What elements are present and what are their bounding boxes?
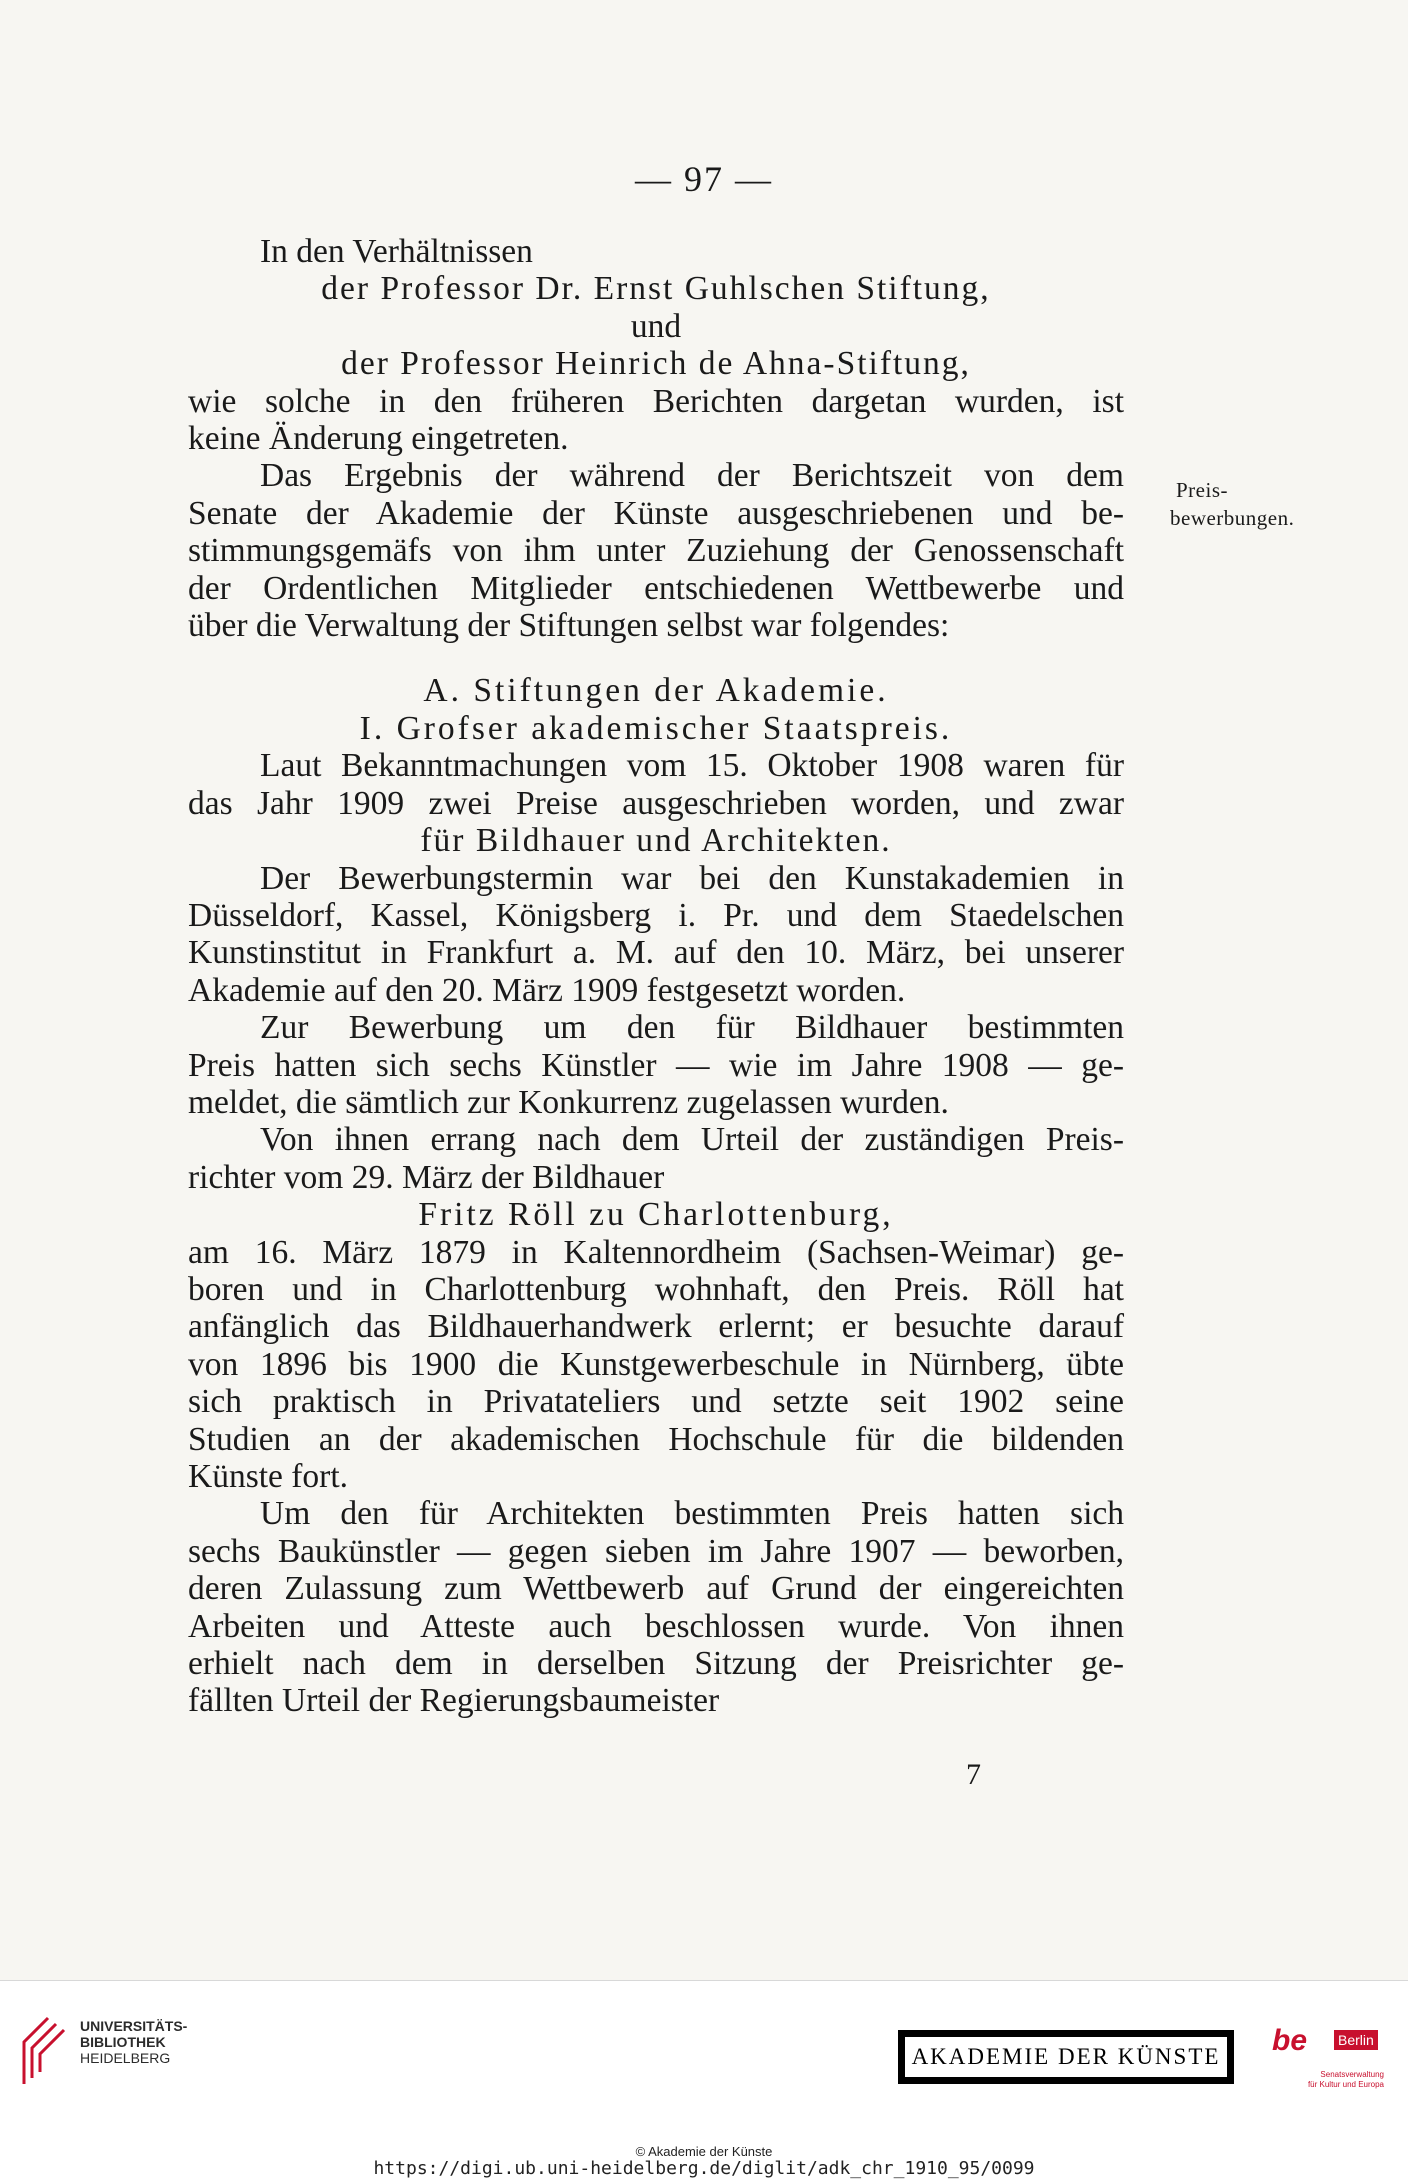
text-line: am 16. März 1879 in Kaltennordheim (Sachsen-Weimar) ge-	[188, 1233, 1124, 1271]
text-line: über die Verwaltung der Stiftungen selbst war folgendes:	[188, 607, 950, 645]
senate-caption-line: Senatsverwaltung	[1320, 2070, 1384, 2079]
text-line: Laut Bekanntmachungen vom 15. Oktober 1908 waren für	[260, 747, 1124, 785]
text-line: sich praktisch in Privatateliers und setzte seit 1902 seine	[188, 1383, 1124, 1421]
text-line: der Ordentlichen Mitglieder entschiedenen Wettbewerbe und	[188, 569, 1124, 607]
text-line: das Jahr 1909 zwei Preise ausgeschrieben worden, und zwar	[188, 784, 1124, 822]
text-line: wie solche in den früheren Berichten dargetan wurden, ist	[188, 382, 1124, 420]
text-line: der Professor Heinrich de Ahna-Stiftung,	[341, 345, 971, 383]
text-line: Akademie auf den 20. März 1909 festgesetzt worden.	[188, 971, 906, 1009]
text-line: für Bildhauer und Architekten.	[420, 822, 892, 860]
senate-caption-line: für Kultur und Europa	[1307, 2080, 1384, 2089]
text-line: boren und in Charlottenburg wohnhaft, den Preis. Röll hat	[188, 1270, 1124, 1308]
text-line: Arbeiten und Atteste auch beschlossen wurde. Von ihnen	[188, 1607, 1124, 1645]
text-line: erhielt nach dem in derselben Sitzung der Preisrichter ge-	[188, 1645, 1124, 1683]
margin-note-line: bewerbungen.	[1170, 506, 1295, 530]
text-line: Preis hatten sich sechs Künstler — wie im Jahre 1908 — ge-	[188, 1046, 1124, 1084]
margin-note	[1170, 476, 1294, 532]
text-line: Kunstinstitut in Frankfurt a. M. auf den 10. März, bei unserer	[188, 934, 1124, 972]
text-line: der Professor Dr. Ernst Guhlschen Stiftung,	[321, 270, 991, 308]
be-wordmark: be	[1272, 2024, 1308, 2057]
text-line: und	[630, 307, 682, 345]
text-line: Von ihnen errang nach dem Urteil der zuständigen Preis-	[260, 1121, 1124, 1159]
text-line: Fritz Röll zu Charlottenburg,	[418, 1196, 894, 1234]
text-line: Studien an der akademischen Hochschule für die bildenden	[188, 1420, 1124, 1458]
university-library-name[interactable]	[80, 2018, 187, 2066]
copyright-notice: © Akademie der Künste	[635, 2144, 773, 2159]
text-line: stimmungsgemäfs von ihm unter Zuziehung der Genossenschaft	[188, 532, 1124, 570]
berlin-badge: Berlin	[1334, 2030, 1378, 2050]
berlin-senate-logo[interactable]	[1272, 2024, 1384, 2094]
text-line: In den Verhältnissen	[260, 233, 533, 270]
text-line: Der Bewerbungstermin war bei den Kunstakademien in	[260, 859, 1124, 897]
signature-mark: 7	[966, 1758, 981, 1791]
text-line: Senate der Akademie der Künste ausgeschriebenen und be-	[188, 494, 1124, 532]
text-line: anfänglich das Bildhauerhandwerk erlernt; er besuchte darauf	[188, 1308, 1124, 1346]
text-line: Zur Bewerbung um den für Bildhauer bestimmten	[260, 1009, 1124, 1047]
permalink-url[interactable]: https://digi.ub.uni-heidelberg.de/diglit/adk_chr_1910_95/0099	[373, 2158, 1035, 2179]
text-line: von 1896 bis 1900 die Kunstgewerbeschule in Nürnberg, übte	[188, 1345, 1124, 1383]
text-line: Um den für Architekten bestimmten Preis hatten sich	[260, 1495, 1124, 1533]
text-line: keine Änderung eingetreten.	[188, 420, 569, 458]
body-text	[188, 233, 1124, 1720]
page-number: — 97 —	[635, 159, 773, 199]
subsection-heading: I. Grofser akademischer Staatspreis.	[359, 709, 953, 747]
text-line: meldet, die sämtlich zur Konkurrenz zugelassen wurden.	[188, 1083, 949, 1121]
text-line: Das Ergebnis der während der Berichtszeit von dem	[260, 457, 1124, 495]
text-line: fällten Urteil der Regierungsbaumeister	[188, 1682, 720, 1720]
text-line: deren Zulassung zum Wettbewerb auf Grund der eingereichten	[188, 1570, 1124, 1608]
library-name-line: HEIDELBERG	[80, 2050, 171, 2066]
akademie-label: AKADEMIE DER KÜNSTE	[905, 2037, 1227, 2077]
text-line: Künste fort.	[188, 1458, 349, 1495]
university-library-logo-icon[interactable]	[18, 2014, 68, 2088]
library-name-line: BIBLIOTHEK	[80, 2034, 166, 2050]
text-line: Düsseldorf, Kassel, Königsberg i. Pr. und dem Staedelschen	[188, 896, 1124, 934]
section-heading: A. Stiftungen der Akademie.	[423, 672, 889, 710]
margin-note-line: Preis-	[1176, 478, 1228, 502]
spacer	[188, 644, 1124, 672]
akademie-der-kuenste-logo[interactable]	[898, 2030, 1234, 2084]
library-name-line: UNIVERSITÄTS-	[80, 2018, 188, 2034]
text-line: richter vom 29. März der Bildhauer	[188, 1158, 665, 1196]
text-line: sechs Baukünstler — gegen sieben im Jahre 1907 — beworben,	[188, 1532, 1124, 1570]
senate-caption	[1298, 2070, 1384, 2090]
